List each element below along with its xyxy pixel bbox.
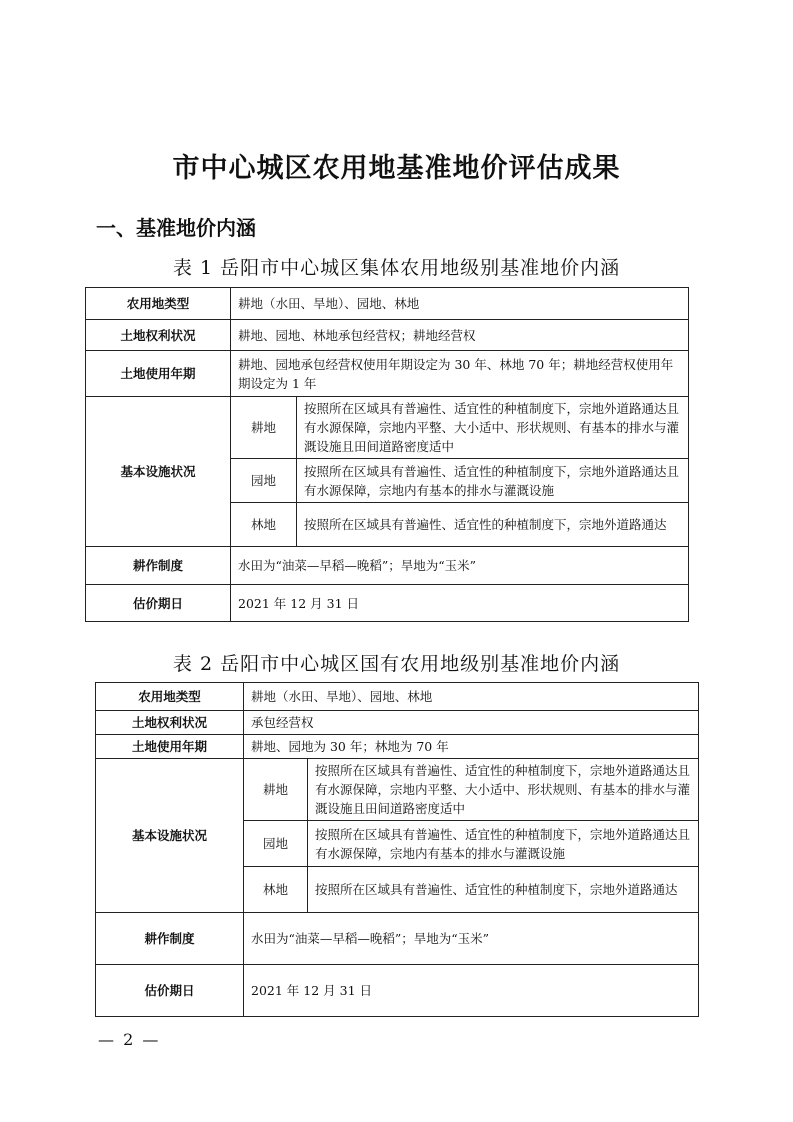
page-number: — 2 — xyxy=(98,1030,161,1049)
table-row xyxy=(86,288,689,320)
table-row xyxy=(86,585,689,622)
table-row xyxy=(96,759,699,821)
row-value-land-rights: 耕地、园地、林地承包经营权；耕地经营权 xyxy=(231,320,689,351)
sub-label-forest: 林地 xyxy=(244,867,308,913)
page-title: 市中心城区农用地基准地价评估成果 xyxy=(172,153,621,184)
row-label-infrastructure: 基本设施状况 xyxy=(96,759,244,913)
row-value-valuation-date: 2021 年 12 月 31 日 xyxy=(231,585,689,622)
table-row xyxy=(96,913,699,965)
sub-value-garden: 按照所在区域具有普遍性、适宜性的种植制度下，宗地外道路通达且有水源保障，宗地内有基本的排水与灌溉设施 xyxy=(308,821,699,867)
row-label-land-type: 农用地类型 xyxy=(96,683,244,711)
row-label-land-rights: 土地权利状况 xyxy=(86,320,231,351)
row-value-land-type: 耕地（水田、旱地）、园地、林地 xyxy=(231,288,689,320)
row-value-land-rights: 承包经营权 xyxy=(244,711,699,735)
row-label-use-term: 土地使用年期 xyxy=(86,351,231,397)
table-1-caption: 表 1 岳阳市中心城区集体农用地级别基准地价内涵 xyxy=(172,257,621,279)
sub-label-cultivated: 耕地 xyxy=(231,397,297,459)
section-heading: 一、基准地价内涵 xyxy=(96,216,256,240)
sub-value-cultivated: 按照所在区域具有普遍性、适宜性的种植制度下，宗地外道路通达且有水源保障，宗地内平整、大小适中、形状规则、有基本的排水与灌溉设施且田间道路密度适中 xyxy=(297,397,689,459)
row-value-use-term: 耕地、园地为 30 年；林地为 70 年 xyxy=(244,735,699,759)
sub-label-garden: 园地 xyxy=(231,459,297,503)
row-label-farming-system: 耕作制度 xyxy=(86,547,231,585)
table-row xyxy=(96,683,699,711)
table-row xyxy=(96,711,699,735)
table-row xyxy=(86,397,689,459)
sub-label-garden: 园地 xyxy=(244,821,308,867)
row-value-farming-system: 水田为“油菜—早稻—晚稻”；旱地为“玉米” xyxy=(231,547,689,585)
table-1 xyxy=(85,287,689,622)
sub-label-cultivated: 耕地 xyxy=(244,759,308,821)
table-2-caption: 表 2 岳阳市中心城区国有农用地级别基准地价内涵 xyxy=(172,653,621,675)
sub-value-forest: 按照所在区域具有普遍性、适宜性的种植制度下，宗地外道路通达 xyxy=(297,503,689,547)
row-label-valuation-date: 估价期日 xyxy=(96,965,244,1017)
row-label-farming-system: 耕作制度 xyxy=(96,913,244,965)
table-row xyxy=(86,320,689,351)
row-value-land-type: 耕地（水田、旱地）、园地、林地 xyxy=(244,683,699,711)
row-value-use-term: 耕地、园地承包经营权使用年期设定为 30 年、林地 70 年；耕地经营权使用年期设定为 1 年 xyxy=(231,351,689,397)
row-label-infrastructure: 基本设施状况 xyxy=(86,397,231,547)
sub-value-garden: 按照所在区域具有普遍性、适宜性的种植制度下，宗地外道路通达且有水源保障，宗地内有基本的排水与灌溉设施 xyxy=(297,459,689,503)
table-row xyxy=(96,965,699,1017)
row-value-valuation-date: 2021 年 12 月 31 日 xyxy=(244,965,699,1017)
row-value-farming-system: 水田为“油菜—早稻—晚稻”；旱地为“玉米” xyxy=(244,913,699,965)
row-label-land-type: 农用地类型 xyxy=(86,288,231,320)
row-label-use-term: 土地使用年期 xyxy=(96,735,244,759)
table-row xyxy=(96,735,699,759)
table-2 xyxy=(95,682,699,1017)
table-row xyxy=(86,351,689,397)
table-row xyxy=(86,547,689,585)
row-label-land-rights: 土地权利状况 xyxy=(96,711,244,735)
row-label-valuation-date: 估价期日 xyxy=(86,585,231,622)
sub-value-forest: 按照所在区域具有普遍性、适宜性的种植制度下，宗地外道路通达 xyxy=(308,867,699,913)
sub-label-forest: 林地 xyxy=(231,503,297,547)
sub-value-cultivated: 按照所在区域具有普遍性、适宜性的种植制度下，宗地外道路通达且有水源保障，宗地内平整、大小适中、形状规则、有基本的排水与灌溉设施且田间道路密度适中 xyxy=(308,759,699,821)
